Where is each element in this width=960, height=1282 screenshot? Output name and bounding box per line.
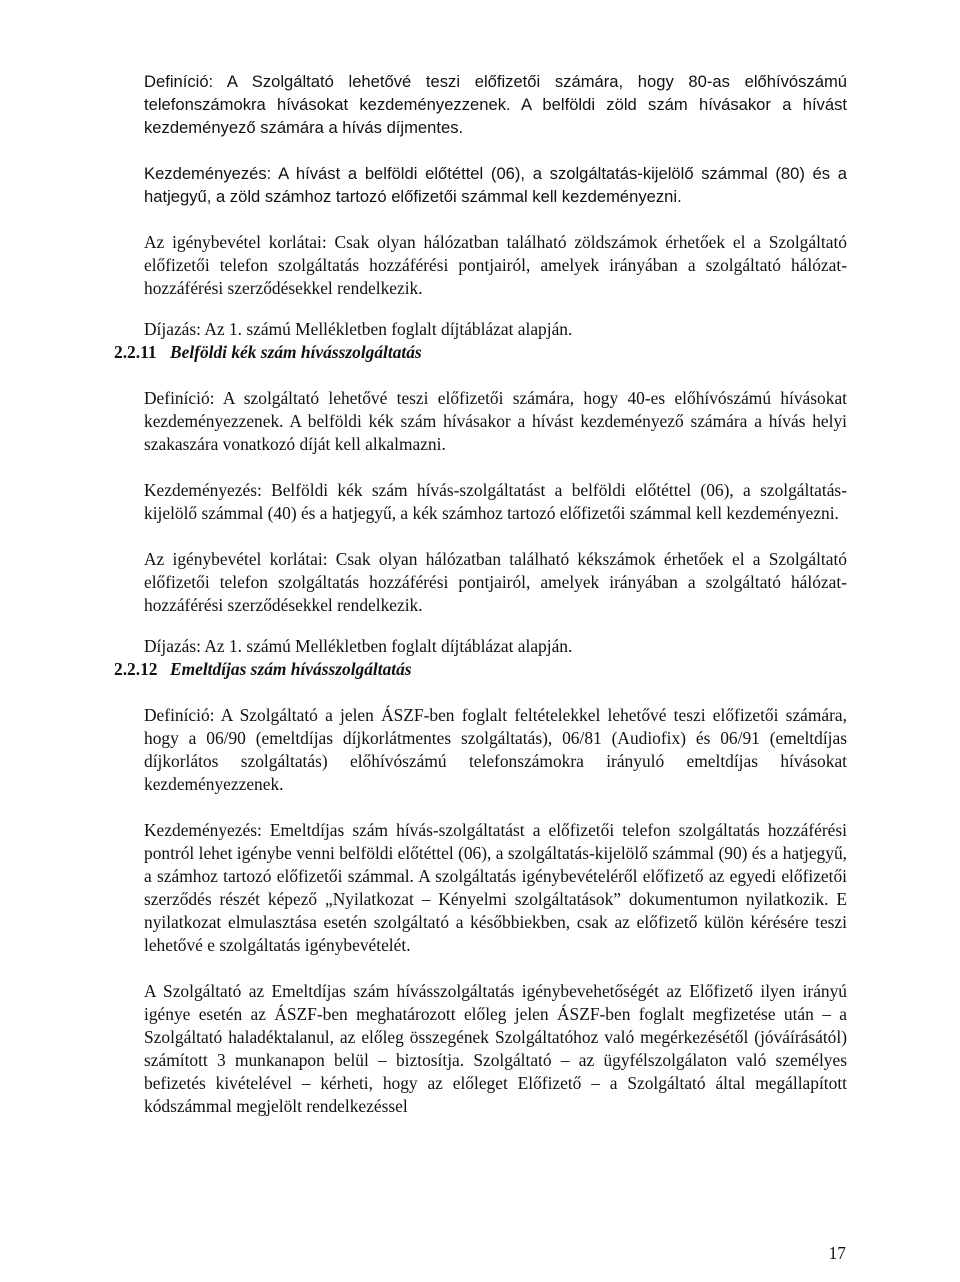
initiation-paragraph: Kezdeményezés: Belföldi kék szám hívás-szolgáltatást a belföldi előtéttel (06), a szolgáltatás-kijelölő számmal (40) és a hatjegyű, a kék számhoz tartozó előfizetői számmal kell kezdeményezni.: [144, 480, 847, 523]
advance-payment-paragraph: A Szolgáltató az Emeltdíjas szám hívásszolgáltatás igénybevehetőségét az Előfizető ilyen irányú igénye esetén az ÁSZF-ben meghatározott előleg jelen ÁSZF-ben foglalt megfizetése után – a Szolgáltató haladéktalanul, az előleg összegének Szolgáltatóhoz való megérkezésétől (jóváírásától) számított 3 munkanapon belül – biztosítja. Szolgáltató – az ügyfélszolgálaton való személyes befizetés kivételével – kérheti, hogy az előleget Előfizető – a Szolgáltató által megállapított kódszámmal megjelölt rendelkezéssel: [144, 981, 847, 1116]
fees-paragraph: Díjazás: Az 1. számú Mellékletben foglalt díjtáblázat alapján.: [144, 636, 573, 656]
restrictions-paragraph: Az igénybevétel korlátai: Csak olyan hálózatban található kékszámok érhetőek el a Szolgáltató előfizetői telefon szolgáltatás hozzáférési pontjairól, amelyek irányában a szolgáltató hálózat-hozzáférési szerződésekkel rendelkezik.: [144, 549, 847, 615]
page-number: 17: [828, 1243, 846, 1263]
section-title: Belföldi kék szám hívásszolgáltatás: [170, 342, 422, 362]
initiation-paragraph: Kezdeményezés: A hívást a belföldi előtéttel (06), a szolgáltatás-kijelölő számmal (80) és a hatjegyű, a zöld számhoz tartozó előfizetői számmal kell kezdeményezni.: [144, 164, 847, 206]
definition-paragraph: Definíció: A szolgáltató lehetővé teszi előfizetői számára, hogy 40-es előhívószámú hívásokat kezdeményezzenek. A belföldi kék szám hívásakor a hívást kezdeményező számára a hívás helyi szakaszára vonatkozó díját kell alkalmazni.: [144, 388, 847, 454]
section-number: 2.2.12: [114, 659, 158, 679]
definition-paragraph: Definíció: A Szolgáltató a jelen ÁSZF-ben foglalt feltételekkel lehetővé teszi előfizetői számára, hogy a 06/90 (emeltdíjas díjkorlátmentes szolgáltatás), 06/81 (Audiofix) és 06/91 (emeltdíjas díjkorlátos szolgáltatás) előhívószámú telefonszámokra irányuló emeltdíjas hívásokat kezdeményezzenek.: [144, 705, 847, 794]
section-heading: [114, 658, 847, 681]
section-heading: [114, 341, 847, 364]
definition-paragraph: Definíció: A Szolgáltató lehetővé teszi előfizetői számára, hogy 80-as előhívószámú telefonszámokra hívásokat kezdeményezzenek. A belföldi zöld szám hívásakor a hívást kezdeményező számára a hívás díjmentes.: [144, 72, 847, 137]
restrictions-paragraph: Az igénybevétel korlátai: Csak olyan hálózatban található zöldszámok érhetőek el a Szolgáltató előfizetői telefon szolgáltatás hozzáférési pontjairól, amelyek irányában a szolgáltató hálózat-hozzáférési szerződésekkel rendelkezik.: [144, 232, 847, 298]
section-number: 2.2.11: [114, 342, 157, 362]
fees-paragraph: Díjazás: Az 1. számú Mellékletben foglalt díjtáblázat alapján.: [144, 319, 573, 339]
section-title: Emeltdíjas szám hívásszolgáltatás: [170, 659, 412, 679]
initiation-paragraph: Kezdeményezés: Emeltdíjas szám hívás-szolgáltatást a előfizetői telefon szolgáltatás hozzáférési pontról lehet igénybe venni belföldi előtéttel (06), a szolgáltatás-kijelölő számmal (90) és a hatjegyű, a számhoz tartozó előfizetői számmal. A szolgáltatás igénybevételéről előfizető az egyedi előfizetői szerződés részét képező „Nyilatkozat – Kényelmi szolgáltatások” dokumentumon nyilatkozik. E nyilatkozat elmulasztása esetén szolgáltató a későbbiekben, csak az előfizető külön kérésére teszi lehetővé e szolgáltatás igénybevételét.: [144, 820, 847, 955]
document-page: [114, 70, 847, 1118]
